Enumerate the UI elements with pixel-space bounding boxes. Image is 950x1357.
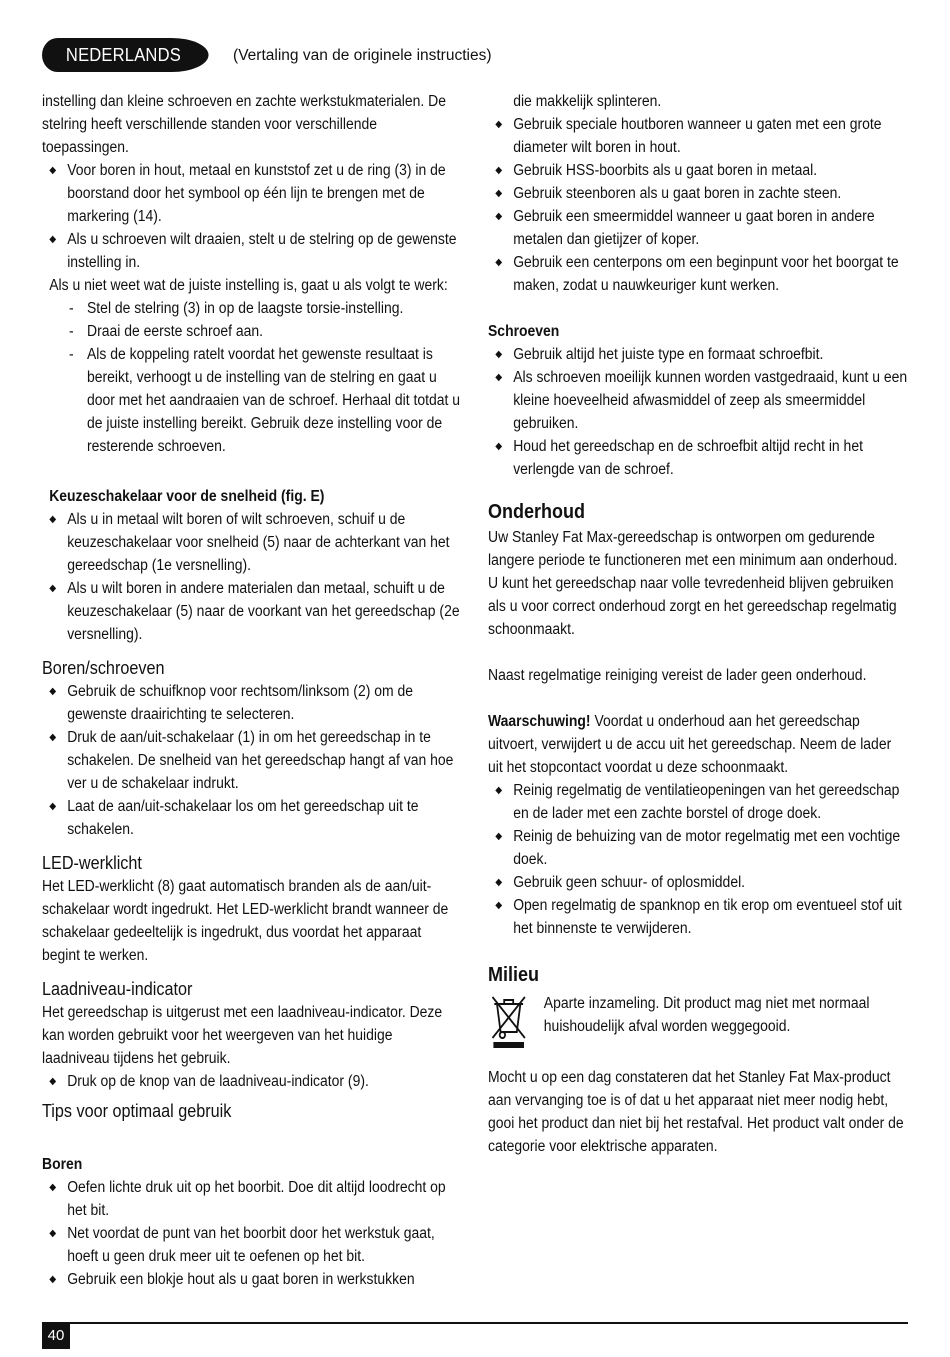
- list-item: ◆ Reinig regelmatig de ventilatieopeningen van het gereedschap en de lader met een zachte borstel of droge doek.: [488, 779, 908, 825]
- charge-indicator-heading: Laadniveau-indicator: [42, 979, 193, 999]
- led-paragraph: Het LED-werklicht (8) gaat automatisch branden als de aan/uit-schakelaar wordt ingedrukt. Het LED-werklicht brandt wanneer de schakelaar gedeeltelijk is ingedrukt, dus voordat het apparaat begint te werken.: [42, 878, 449, 964]
- list-item: ◆ Gebruik een centerpons om een beginpunt voor het boorgat te maken, zodat u nauwkeuriger kunt werken.: [488, 251, 908, 297]
- translation-note: (Vertaling van de originele instructies): [233, 46, 492, 64]
- list-item: ◆ Gebruik geen schuur- of oplosmiddel.: [488, 871, 908, 894]
- list-item: ◆ Als u wilt boren in andere materialen dan metaal, schuift u de keuzeschakelaar (5) naar de voorkant van het gereedschap (2e versnelling).: [42, 577, 462, 646]
- list-item: ◆ Oefen lichte druk uit op het boorbit. Doe dit altijd loodrecht op het bit.: [42, 1176, 462, 1222]
- list-item: ◆ Houd het gereedschap en de schroefbit altijd recht in het verlengde van de schroef.: [488, 435, 908, 481]
- dash-item: - Draai de eerste schroef aan.: [42, 320, 462, 343]
- footer-rule: [42, 1322, 908, 1324]
- right-column: [488, 90, 908, 1158]
- list-item: ◆ Gebruik de schuifknop voor rechtsom/linksom (2) om de gewenste draairichting te selecteren.: [42, 680, 462, 726]
- list-item: ◆ Als u in metaal wilt boren of wilt schroeven, schuif u de keuzeschakelaar voor snelheid (5) naar de achterkant van het gereedschap (1e versnelling).: [42, 508, 462, 577]
- list-item: ◆ Laat de aan/uit-schakelaar los om het gereedschap uit te schakelen.: [42, 795, 462, 841]
- unsure-paragraph: Als u niet weet wat de juiste instelling is, gaat u als volgt te werk:: [49, 277, 448, 294]
- list-item: ◆ Net voordat de punt van het boorbit door het werkstuk gaat, hoeft u geen druk meer uit te oefenen op het bit.: [42, 1222, 462, 1268]
- list-item: ◆ Druk de aan/uit-schakelaar (1) in om het gereedschap in te schakelen. De snelheid van het gereedschap hangt af van hoe ver u de schakelaar indrukt.: [42, 726, 462, 795]
- screwing-tips-heading: Schroeven: [488, 323, 560, 340]
- charge-paragraph: Het gereedschap is uitgerust met een laadniveau-indicator. Deze kan worden gebruikt voor het weergeven van het huidige laadniveau tijdens het gebruik.: [42, 1004, 443, 1067]
- list-item: ◆ Als schroeven moeilijk kunnen worden vastgedraaid, kunt u een kleine hoeveelheid afwasmiddel of zeep als smeermiddel gebruiken.: [488, 366, 908, 435]
- drilling-screwing-heading: Boren/schroeven: [42, 658, 165, 678]
- environment-block: [488, 992, 908, 1050]
- list-item: ◆ Als u schroeven wilt draaien, stelt u de stelring op de gewenste instelling in.: [42, 228, 462, 274]
- dash-item: - Stel de stelring (3) in op de laagste torsie-instelling.: [42, 297, 462, 320]
- tips-heading: Tips voor optimaal gebruik: [42, 1101, 232, 1121]
- charger-paragraph: Naast regelmatige reiniging vereist de lader geen onderhoud.: [488, 667, 867, 684]
- separate-collection-text: Aparte inzameling. Dit product mag niet met normaal huishoudelijk afval worden weggegooid.: [543, 995, 870, 1035]
- page-header: [42, 38, 492, 72]
- list-item: ◆ Gebruik steenboren als u gaat boren in zachte steen.: [488, 182, 908, 205]
- list-item: ◆ Gebruik HSS-boorbits als u gaat boren in metaal.: [488, 159, 908, 182]
- page-number: 40: [42, 1323, 70, 1349]
- list-item: ◆ Gebruik speciale houtboren wanneer u gaten met een grote diameter wilt boren in hout.: [488, 113, 908, 159]
- list-item: ◆ Gebruik een blokje hout als u gaat boren in werkstukken: [42, 1268, 462, 1291]
- led-worklight-heading: LED-werklicht: [42, 853, 142, 873]
- drilling-tips-heading: Boren: [42, 1156, 83, 1173]
- list-item: ◆ Open regelmatig de spanknop en tik erop om eventueel stof uit het binnenste te verwijderen.: [488, 894, 908, 940]
- list-item: ◆ Reinig de behuizing van de motor regelmatig met een vochtige doek.: [488, 825, 908, 871]
- left-column: [42, 90, 462, 1291]
- continued-text: die makkelijk splinteren.: [513, 93, 662, 110]
- language-label: NEDERLANDS: [42, 38, 209, 72]
- environment-heading: Milieu: [488, 964, 540, 986]
- maintenance-paragraph: Uw Stanley Fat Max-gereedschap is ontworpen om gedurende langere periode te functioneren met een minimum aan onderhoud. U kunt het gereedschap naar volle tevredenheid blijven gebruiken als u voor correct onderhoud zorgt en het gereedschap regelmatig schoonmaakt.: [488, 529, 898, 638]
- intro-paragraph: instelling dan kleine schroeven en zachte werkstukmaterialen. De stelring heeft verschillende standen voor verschillende toepassingen.: [42, 93, 447, 156]
- warning-text: Voordat u onderhoud aan het gereedschap uitvoert, verwijdert u de accu uit het gereedschap. Neem de lader uit het stopcontact voordat u deze schoonmaakt.: [488, 713, 892, 776]
- disposal-paragraph: Mocht u op een dag constateren dat het Stanley Fat Max-product aan vervanging toe is of dat u het apparaat niet meer nodig hebt, gooi het product dan niet bij het restafval. Het product valt onder de categorie voor elektrische apparaten.: [488, 1069, 904, 1155]
- list-item: ◆ Gebruik altijd het juiste type en formaat schroefbit.: [488, 343, 908, 366]
- list-item: ◆ Gebruik een smeermiddel wanneer u gaat boren in andere metalen dan gietijzer of koper.: [488, 205, 908, 251]
- speed-switch-heading: Keuzeschakelaar voor de snelheid (fig. E): [49, 488, 325, 505]
- dash-item: - Als de koppeling ratelt voordat het gewenste resultaat is bereikt, verhoogt u de instelling van de stelring en gaat u door met het aandraaien van de schroef. Herhaal dit totdat u de juiste instelling bereikt. Gebruik deze instelling voor de resterende schroeven.: [42, 343, 462, 458]
- maintenance-heading: Onderhoud: [488, 501, 585, 523]
- list-item: ◆ Voor boren in hout, metaal en kunststof zet u de ring (3) in de boorstand door het symbool op één lijn te brengen met de markering (14).: [42, 159, 462, 228]
- warning-paragraph: [488, 710, 908, 779]
- list-item: ◆ Druk op de knop van de laadniveau-indicator (9).: [42, 1070, 462, 1093]
- warning-label: Waarschuwing!: [488, 713, 591, 730]
- crossed-out-wheelie-bin-icon: [490, 994, 528, 1050]
